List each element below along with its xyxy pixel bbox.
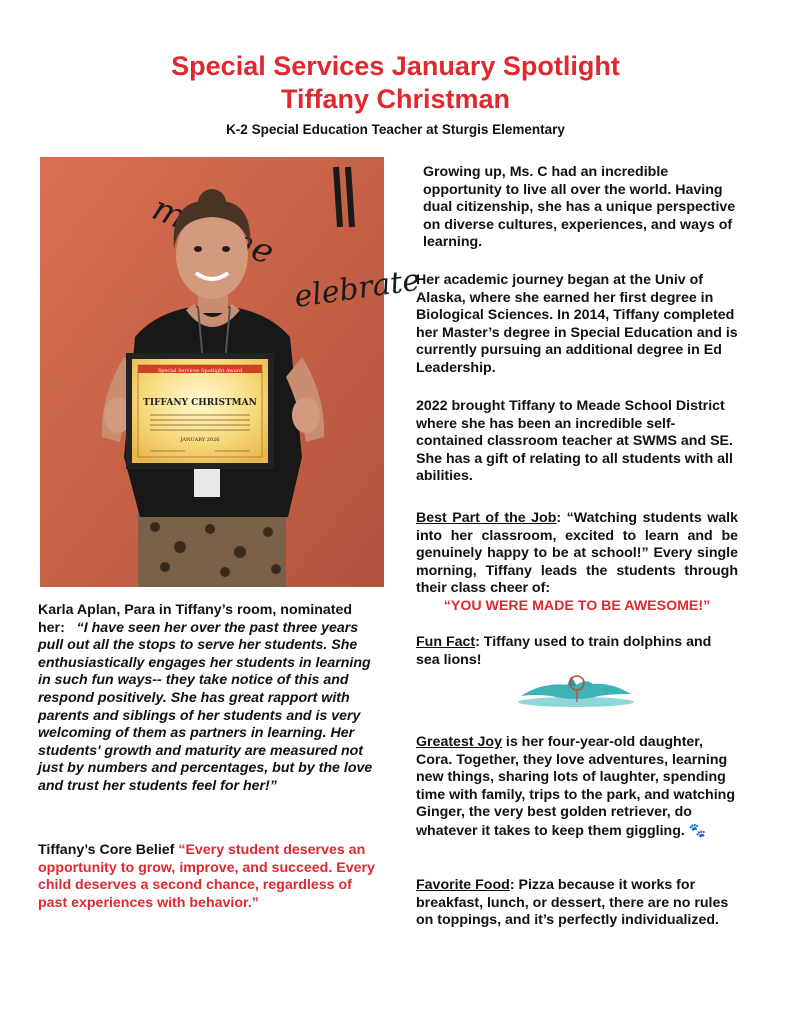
growing-up-paragraph: Growing up, Ms. C had an incredible opportunity to live all over the world. Having dual citizenship, she has a unique perspective on diverse cultures, experiences, and ways of learning.: [423, 164, 736, 251]
class-cheer: “YOU WERE MADE TO BE AWESOME!”: [443, 597, 711, 614]
page-title: Special Services January Spotlight: [171, 51, 620, 81]
best-part-paragraph: [416, 510, 738, 616]
wall-word-2: elebrate: [292, 262, 423, 315]
subtitle: K-2 Special Education Teacher at Sturgis Elementary: [226, 122, 565, 137]
greatest-joy-text: is her four-year-old daughter, Cora. Together, they love adventures, learning new things, sharing lots of laughter, spending time with family, trips to the park, and watching Ginger, the very best golden retriever, do whatever it takes to keep them giggling.: [416, 734, 735, 839]
core-belief-quote: “Every student deserves an opportunity to grow, improve, and succeed. Every child deserves a second chance, regardless of past experiences with behavior.”: [38, 842, 375, 911]
certificate-header: Special Services Spotlight Award: [157, 368, 243, 374]
paw-print-icon: 🐾: [688, 821, 707, 838]
nomination-intro: Karla Aplan, Para in Tiffany’s room, nominated her:: [38, 602, 353, 636]
certificate: [126, 353, 274, 469]
fun-fact-paragraph: [416, 634, 738, 669]
dolphin-icon: [515, 672, 637, 712]
greatest-joy-paragraph: [416, 734, 738, 841]
favorite-food-text: : Pizza because it works for breakfast, lunch, or dessert, there are no rules on toppings, and it’s perfectly individualized.: [416, 877, 729, 929]
nomination-paragraph: [38, 602, 384, 796]
fun-fact-text: : Tiffany used to train dolphins and sea lions!: [416, 634, 712, 668]
favorite-food-paragraph: [416, 877, 738, 930]
spotlight-name: Tiffany Christman: [280, 84, 511, 114]
core-belief-label: Tiffany’s Core Belief: [38, 842, 179, 858]
academic-paragraph: Her academic journey began at the Univ of Alaska, where she earned her first degree in Biological Sciences. In 2014, Tiffany completed her Master’s degree in Special Education and is currently pursuing an additional degree in Ed Leadership.: [416, 272, 738, 376]
core-belief-paragraph: [38, 842, 384, 912]
district-paragraph: 2022 brought Tiffany to Meade School District where she has been an incredible self-contained classroom teacher at SWMS and SE. She has a gift of relating to all students with all abilities.: [416, 398, 733, 485]
best-part-label: Best Part of the Job: [416, 510, 557, 526]
teacher-photo: [40, 157, 423, 587]
favorite-food-label: Favorite Food: [416, 877, 510, 893]
certificate-name: TIFFANY CHRISTMAN: [143, 398, 257, 408]
certificate-date: JANUARY 2026: [180, 437, 220, 443]
greatest-joy-label: Greatest Joy: [416, 734, 502, 750]
nomination-quote: “I have seen her over the past three years pull out all the stops to serve her students. She enthusiastically engages her students in learning in such fun ways-- they take notice of this and respond positively. She has great rapport with parents and siblings of her students and is very welcoming of them as partners in learning. Her students' growth and maturity are measured not just by numbers and percentages, but by the love and trust her students feel for her!”: [38, 619, 373, 794]
fun-fact-label: Fun Fact: [416, 634, 476, 650]
best-part-text: : “Watching students walk into her classroom, excited to learn and be genuinely happy to be at school!” Every single morning, Tiffany leads the students through their class cheer of:: [416, 510, 738, 597]
